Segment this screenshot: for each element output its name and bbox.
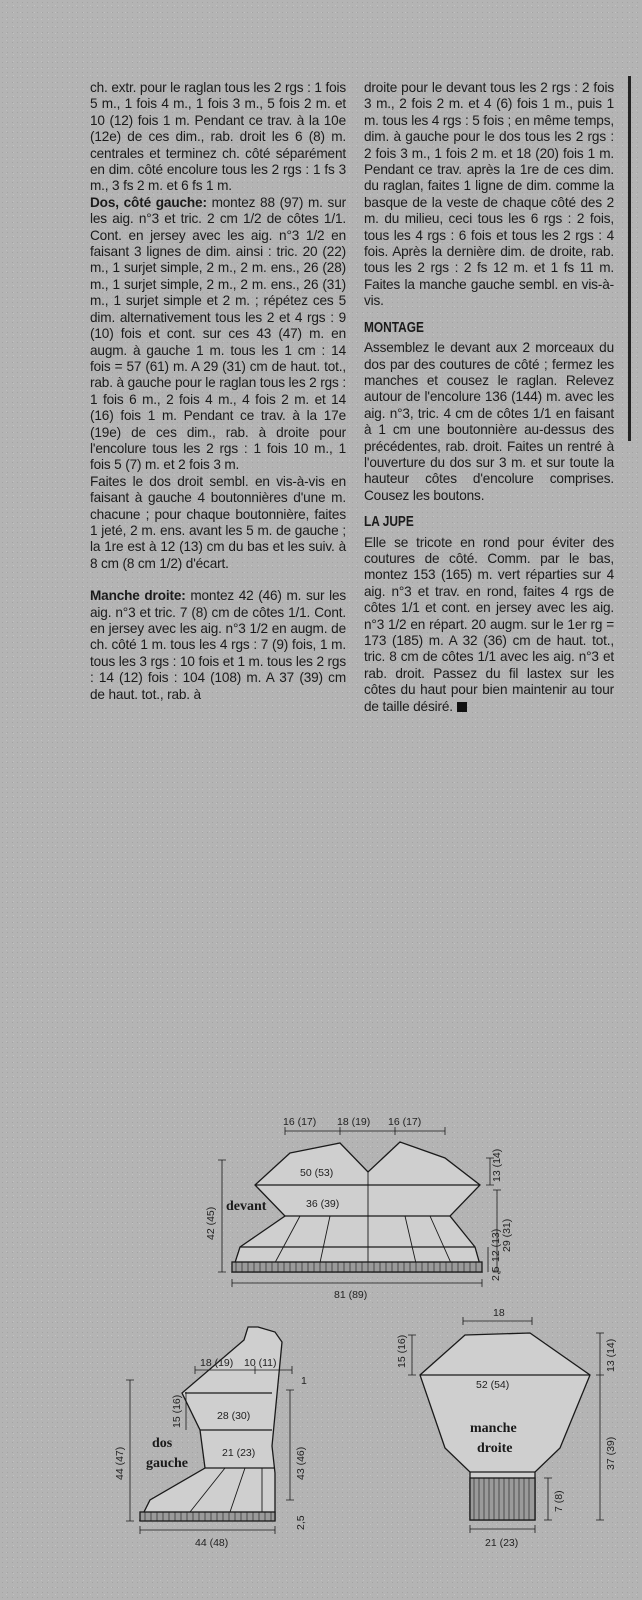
dos-waist-width: 21 (23) [222,1447,256,1459]
devant-basque-dim: 12 (13) [490,1228,502,1262]
devant-height-left: 42 (45) [205,1206,217,1240]
dos-height-right: 43 (46) [295,1446,307,1480]
dos-bottom-dim: 44 (48) [195,1537,229,1549]
devant-top-left-dim: 16 (17) [283,1116,317,1128]
manche-label: manche [470,1421,517,1436]
dos-heading: Dos, côté gauche: [90,194,207,210]
manche-left-height: 15 (16) [396,1334,408,1368]
manche-cuff-dim: 7 (8) [553,1490,565,1512]
devant-top-mid-dim: 18 (19) [337,1116,371,1128]
manche-heading: Manche droite: [90,588,186,604]
dos-neck-height: 15 (16) [171,1394,183,1428]
devant-waist-width: 36 (39) [306,1198,340,1210]
devant-height-right: 29 (31) [501,1218,513,1252]
boutonnieres-paragraph: Faites le dos droit sembl. en vis-à-vis en faisant à gauche 4 boutonnières d'une m. chacune ; pour chaque boutonnière, faites 1 jeté, 2 m. ens. avant les 5 m. de gauche ; la 1re est à 12 (13) cm du bas et les suiv. à 8 cm (8 cm 1/2) d'écart. [90,473,346,571]
devant-bottom-dim: 81 (89) [334,1289,368,1301]
raglan-paragraph: ch. extr. pour le raglan tous les 2 rgs : 1 fois 5 m., 1 fois 4 m., 1 fois 3 m., 5 fois 2 m. et 10 (12) fois 1 m. Pendant ce trav. à la 10e (12e) de ces dim., rab. droit les 6 (8) m. centrales et terminez ch. côté séparément en dim. côté encolure tous les 2 rgs : 1 fs 3 m., 3 fs 2 m. et 6 fs 1 m. [90,80,346,194]
raglan-continued-paragraph: droite pour le devant tous les 2 rgs : 2 fois 3 m., 2 fois 2 m. et 4 (6) fois 1 m., puis 1 m. tous les 4 rgs : 5 fois ; en même temps, dim. à gauche pour le dos tous les 2 rgs : 2 fois 3 m., 1 fois 2 m. et 18 (20) fois 1 m. Pendant ce trav. après la 1re de ces dim. du raglan, faites 1 ligne de dim. comme la basque de la veste de chaque côté des 2 m. du milieu, ceci tous les 6 rgs : 2 fois, tous les 4 rgs : 6 fois et tous les 2 rgs : 4 fois. Après la dernière dim. de droite, rab. tous les 2 rgs : 2 fs 12 m. et 1 fs 11 m. Faites la manche gauche sembl. en vis-à-vis. [364,80,614,309]
devant-top-right-dim: 16 (17) [388,1116,422,1128]
dos-top-a-dim: 18 (19) [200,1357,234,1369]
dos-height-left: 44 (47) [114,1446,126,1480]
manche-right-height: 37 (39) [605,1436,617,1470]
jupe-heading: LA JUPE [364,514,414,531]
jupe-paragraph: Elle se tricote en rond pour éviter des coutures de côté. Comm. par le bas, montez 153 (165) m. vert réparties sur 4 aig. n°3 et trav. en rond, faites 4 rgs de côtes 1/1 et cont. en jersey avec les aig. n°3 1/2 en répart. 20 augm. sur le 1er rg = 173 (185) m. A 32 (36) cm de haut. tot., tric. 8 cm de côtes 1/1 avec les aig. n°3 et rab. droit. Passez du fil lastex sur les côtes du haut pour bien maintenir au tour de taille désiré. [364,534,614,714]
manche-text: montez 42 (46) m. sur les aig. n°3 et tric. 7 (8) cm de côtes 1/1. Cont. en jersey avec les aig. n°3 1/2 en augm. de ch. côté 1 m. tous les 4 rgs : 7 (9) fois, 1 m. tous les 3 rgs : 10 fois et 1 m. tous les 2 rgs : 14 (12) fois : 104 (108) m. A 37 (39) cm de haut. tot., rab. à [90,588,346,702]
dos-label: dos [152,1436,173,1451]
manche-right-top-dim: 13 (14) [605,1338,617,1372]
devant-upper-width: 50 (53) [300,1167,334,1179]
manche-width-dim: 52 (54) [476,1379,510,1391]
dos-upper-width: 28 (30) [217,1410,251,1422]
montage-paragraph: Assemblez le devant aux 2 morceaux du dos par des coutures de côté ; fermez les manches et cousez le raglan. Relevez autour de l'encolure 136 (144) m. avec les aig. n°3, tric. 4 cm de côtes 1/1 en faisant à 1 cm une boutonnière au-dessus des précédentes, rab. droit. Faites un rentré à l'ouverture du dos sur 3 m. et sur toute la hauteur côtes d'encolure comprises. Cousez les boutons. [364,340,614,503]
dos-top-b-dim: 10 (11) [244,1357,277,1369]
devant-label: devant [226,1199,267,1214]
devant-rib-dim: 2,5 [490,1266,502,1281]
dos-rib-dim: 2,5 [295,1515,307,1530]
montage-heading: MONTAGE [364,319,424,336]
manche-top-dim: 18 [493,1307,505,1319]
manche-bottom-dim: 21 (23) [485,1537,519,1549]
devant-shoulder-dim: 13 (14) [491,1148,503,1182]
dos-label-gauche: gauche [146,1456,188,1471]
manche-label-droite: droite [477,1441,513,1456]
dos-text: montez 88 (97) m. sur les aig. n°3 et tric. 2 cm 1/2 de côtes 1/1. Cont. en jersey avec les aig. n°3 1/2 en faisant 3 lignes de dim. ainsi : tric. 20 (22) m., 1 surjet simple, 2 m., 2 m. ens., 26 (28) m., 1 surjet simple, 2 m., 2 m. ens., 26 (31) m., 1 surjet simple et 2 m. ; répétez ces 5 dim. alternativement tous les 2 et 4 rgs : 9 (10) fois et cont. sur ces 43 (47) m. en augm. à gauche 1 m. tous les 1 cm : 14 fois = 57 (61) m. A 29 (31) cm de haut. tot., rab. à gauche pour le raglan tous les 2 rgs : 1 fois 6 m., 2 fois 4 m., 4 fois 2 m. et 14 (16) fois 1 m. Pendant ce trav. à la 17e (19e) de ces dim., rab. à droite pour l'encolure tous les 2 rgs : 1 fois 10 m., 1 fois 5 (7) m. et 2 fois 3 m. [90,194,346,473]
dos-top-c-dim: 1 [301,1375,307,1387]
